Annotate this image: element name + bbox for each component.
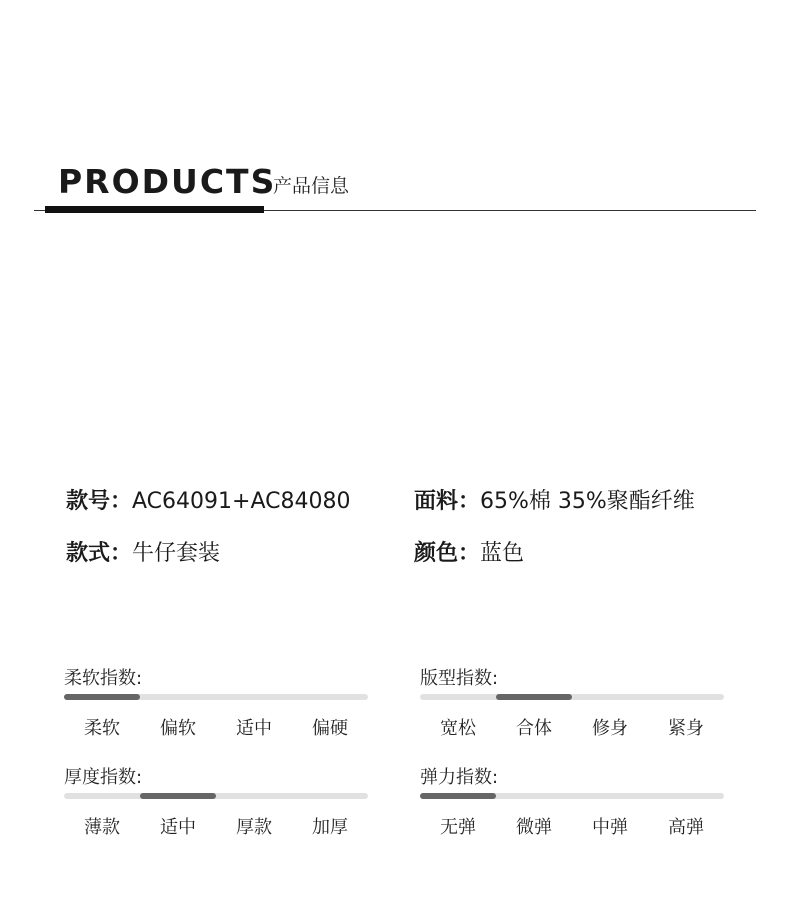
softness-option: 偏硬 xyxy=(312,718,348,739)
thickness-scale-label: 厚度指数: xyxy=(64,767,143,788)
fit-track xyxy=(420,694,724,700)
style-type-label: 款式： xyxy=(66,541,133,566)
elasticity-indicator xyxy=(420,793,496,799)
fit-indicator xyxy=(496,694,572,700)
fit-option: 合体 xyxy=(516,718,552,739)
fit-option: 紧身 xyxy=(668,718,704,739)
elasticity-option: 无弹 xyxy=(440,817,476,838)
thickness-option: 薄款 xyxy=(84,817,120,838)
thickness-track xyxy=(64,793,368,799)
elasticity-scale-label: 弹力指数: xyxy=(420,767,499,788)
fit-option: 修身 xyxy=(592,718,628,739)
style-number-row xyxy=(66,484,350,515)
softness-indicator xyxy=(64,694,140,700)
thickness-indicator xyxy=(140,793,216,799)
fabric-value: 65%棉 35%聚酯纤维 xyxy=(480,489,695,514)
fit-scale-label: 版型指数: xyxy=(420,668,499,689)
softness-track xyxy=(64,694,368,700)
color-label: 颜色： xyxy=(414,541,481,566)
style-number-label: 款号： xyxy=(66,489,133,514)
softness-option: 偏软 xyxy=(160,718,196,739)
fabric-label: 面料： xyxy=(414,489,481,514)
section-title-cn: 产品信息 xyxy=(273,175,350,197)
softness-option: 柔软 xyxy=(84,718,120,739)
header-underline-accent xyxy=(45,206,264,213)
section-title-en: PRODUCTS xyxy=(58,162,277,201)
thickness-option: 厚款 xyxy=(236,817,272,838)
color-value: 蓝色 xyxy=(480,541,525,566)
thickness-option: 适中 xyxy=(160,817,196,838)
style-number-value: AC64091+AC84080 xyxy=(132,489,351,514)
softness-scale-label: 柔软指数: xyxy=(64,668,143,689)
style-type-value: 牛仔套装 xyxy=(132,541,221,566)
fabric-row xyxy=(414,484,695,515)
fit-option: 宽松 xyxy=(440,718,476,739)
elasticity-option: 高弹 xyxy=(668,817,704,838)
thickness-option: 加厚 xyxy=(312,817,348,838)
color-row xyxy=(414,536,524,567)
softness-option: 适中 xyxy=(236,718,272,739)
elasticity-track xyxy=(420,793,724,799)
style-type-row xyxy=(66,536,220,567)
elasticity-option: 中弹 xyxy=(592,817,628,838)
elasticity-option: 微弹 xyxy=(516,817,552,838)
